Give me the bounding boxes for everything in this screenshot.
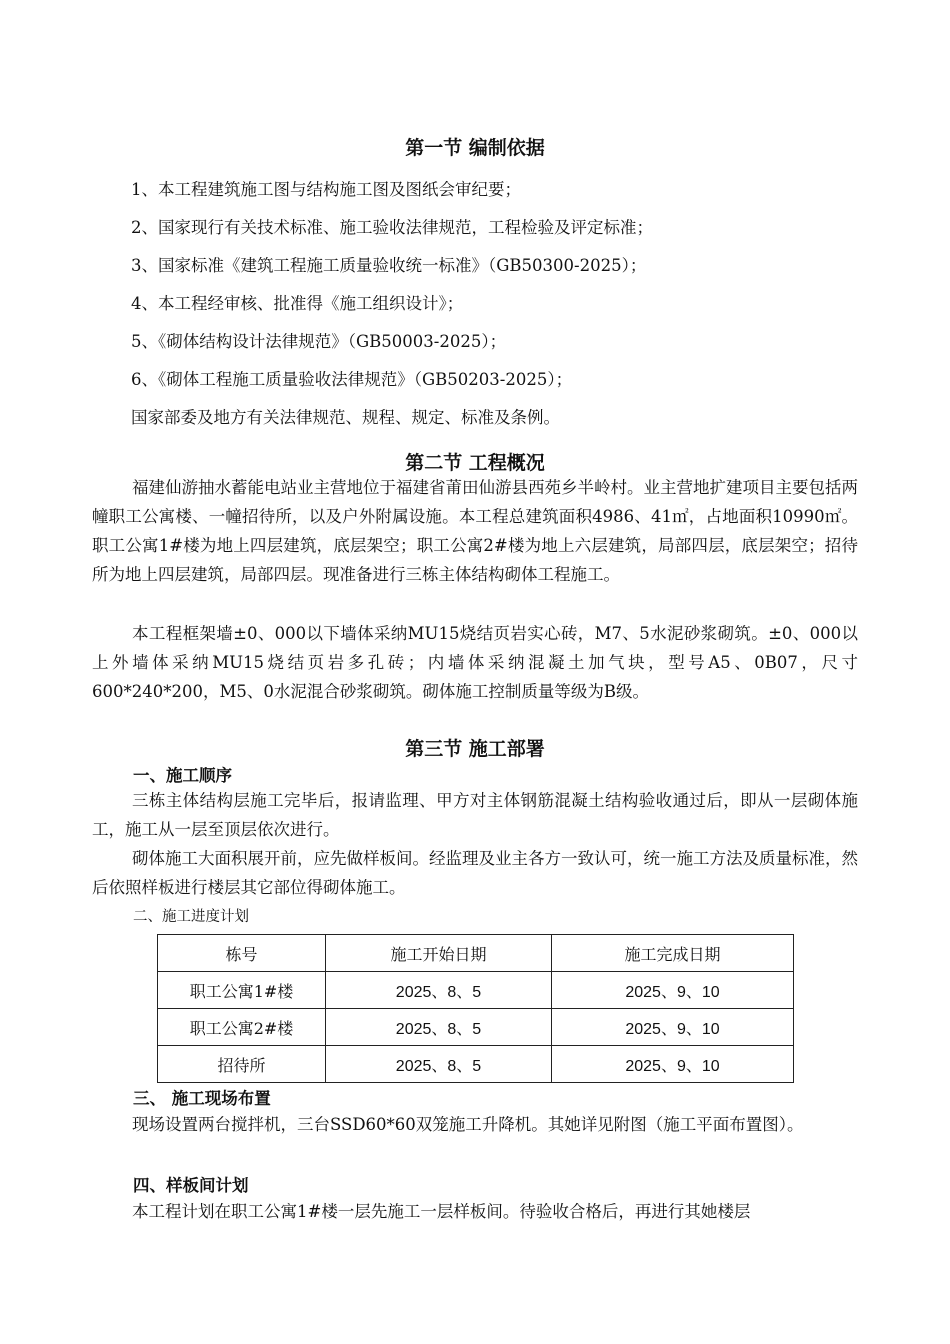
schedule-heading: 二、施工进度计划: [133, 909, 249, 925]
table-cell-end: 2025、9、10: [552, 1046, 794, 1083]
table-row: [158, 1009, 794, 1046]
site-layout-paragraph: 现场设置两台搅拌机，三台SSD60*60双笼施工升降机。其她详见附图（施工平面布置图）。: [132, 1115, 804, 1134]
table-cell-end: 2025、9、10: [552, 1009, 794, 1046]
sequence-paragraph-2: 砌体施工大面积展开前，应先做样板间。经监理及业主各方一致认可，统一施工方法及质量标准，然后依照样板进行楼层其它部位得砌体施工。: [92, 849, 858, 897]
basis-item-4: 4、本工程经审核、批准得《施工组织设计》；: [131, 294, 464, 313]
table-header: 施工开始日期: [326, 935, 552, 972]
section2-title: 第二节 工程概况: [405, 452, 545, 474]
construction-sequence-heading: 一、施工顺序: [133, 766, 232, 785]
table-cell-end: 2025、9、10: [552, 972, 794, 1009]
table-header: 栋号: [158, 935, 326, 972]
table-cell-building: 招待所: [158, 1046, 326, 1083]
basis-item-6: 6、《砌体工程施工质量验收法律规范》（GB50203-2025）；: [131, 370, 573, 389]
sample-room-heading: 四、样板间计划: [133, 1176, 249, 1195]
section1-title: 第一节 编制依据: [405, 137, 545, 159]
site-layout-heading: 三、 施工现场布置: [133, 1089, 271, 1108]
table-header: 施工完成日期: [552, 935, 794, 972]
table-cell-building: 职工公寓1#楼: [158, 972, 326, 1009]
overview-paragraph-2: 本工程框架墙±0、000以下墙体采纳MU15烧结页岩实心砖，M7、5水泥砂浆砌筑。±0、000以上外墙体采纳MU15烧结页岩多孔砖；内墙体采纳混凝土加气块，型号A5、0B07，尺寸600*240*200，M5、0水泥混合砂浆砌筑。砌体施工控制质量等级为B级。: [92, 624, 858, 701]
schedule-table: [157, 934, 794, 1083]
basis-item-7: 国家部委及地方有关法律规范、规程、规定、标准及条例。: [131, 408, 560, 427]
overview-paragraph-1: 福建仙游抽水蓄能电站业主营地位于福建省莆田仙游县西苑乡半岭村。业主营地扩建项目主要包括两幢职工公寓楼、一幢招待所，以及户外附属设施。本工程总建筑面积4986、41㎡，占地面积10990㎡。职工公寓1#楼为地上四层建筑，底层架空；职工公寓2#楼为地上六层建筑，局部四层，底层架空；招待所为地上四层建筑，局部四层。现准备进行三栋主体结构砌体工程施工。: [92, 478, 858, 584]
basis-item-1: 1、本工程建筑施工图与结构施工图及图纸会审纪要；: [131, 180, 521, 199]
basis-item-3: 3、国家标准《建筑工程施工质量验收统一标准》（GB50300-2025）；: [131, 256, 647, 275]
section3-title: 第三节 施工部署: [405, 738, 545, 760]
table-cell-start: 2025、8、5: [326, 1046, 552, 1083]
basis-item-2: 2、国家现行有关技术标准、施工验收法律规范，工程检验及评定标准；: [131, 218, 653, 237]
table-header-row: [158, 935, 794, 972]
basis-item-5: 5、《砌体结构设计法律规范》（GB50003-2025）；: [131, 332, 507, 351]
sample-room-paragraph: 本工程计划在职工公寓1#楼一层先施工一层样板间。待验收合格后，再进行其她楼层: [132, 1202, 751, 1221]
table-cell-start: 2025、8、5: [326, 972, 552, 1009]
table-cell-building: 职工公寓2#楼: [158, 1009, 326, 1046]
table-row: [158, 972, 794, 1009]
table-row: [158, 1046, 794, 1083]
sequence-paragraph-1: 三栋主体结构层施工完毕后，报请监理、甲方对主体钢筋混凝土结构验收通过后，即从一层砌体施工，施工从一层至顶层依次进行。: [92, 791, 858, 839]
table-cell-start: 2025、8、5: [326, 1009, 552, 1046]
